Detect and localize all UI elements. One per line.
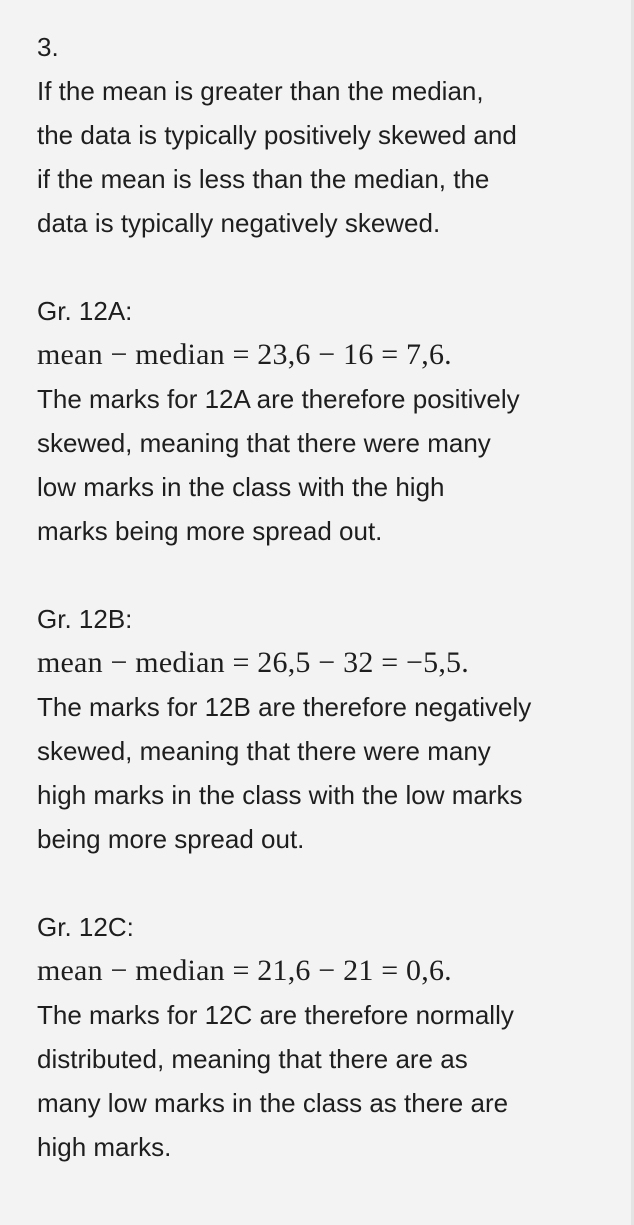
explanation-line: The marks for 12C are therefore normally bbox=[37, 1000, 514, 1030]
group-heading: Gr. 12A: bbox=[37, 296, 133, 326]
group-12b-section bbox=[37, 597, 607, 861]
explanation-line: high marks in the class with the low marks bbox=[37, 780, 523, 810]
explanation-line: low marks in the class with the high bbox=[37, 472, 445, 502]
explanation-line: skewed, meaning that there were many bbox=[37, 736, 491, 766]
explanation-line: marks being more spread out. bbox=[37, 516, 383, 546]
group-equation: mean − median = 26,5 − 32 = −5,5. bbox=[37, 646, 469, 679]
explanation-line: high marks. bbox=[37, 1132, 172, 1162]
group-equation: mean − median = 23,6 − 16 = 7,6. bbox=[37, 338, 452, 371]
explanation-line: distributed, meaning that there are as bbox=[37, 1044, 468, 1074]
explanation-line: The marks for 12A are therefore positively bbox=[37, 384, 520, 414]
paragraph-gap bbox=[37, 861, 607, 905]
group-12a-section bbox=[37, 289, 607, 553]
intro-line: data is typically negatively skewed. bbox=[37, 208, 441, 238]
explanation-line: being more spread out. bbox=[37, 824, 305, 854]
paragraph-gap bbox=[37, 245, 607, 289]
group-heading: Gr. 12C: bbox=[37, 912, 134, 942]
explanation-line: The marks for 12B are therefore negatively bbox=[37, 692, 532, 722]
intro-line: if the mean is less than the median, the bbox=[37, 164, 490, 194]
intro-line: If the mean is greater than the median, bbox=[37, 76, 484, 106]
explanation-line: many low marks in the class as there are bbox=[37, 1088, 509, 1118]
solution-content bbox=[37, 25, 607, 1169]
paragraph-gap bbox=[37, 553, 607, 597]
group-equation: mean − median = 21,6 − 21 = 0,6. bbox=[37, 954, 452, 987]
intro-paragraph bbox=[37, 69, 607, 245]
group-heading: Gr. 12B: bbox=[37, 604, 133, 634]
group-12c-section bbox=[37, 905, 607, 1169]
intro-line: the data is typically positively skewed and bbox=[37, 120, 517, 150]
explanation-line: skewed, meaning that there were many bbox=[37, 428, 491, 458]
question-number: 3. bbox=[37, 32, 59, 62]
